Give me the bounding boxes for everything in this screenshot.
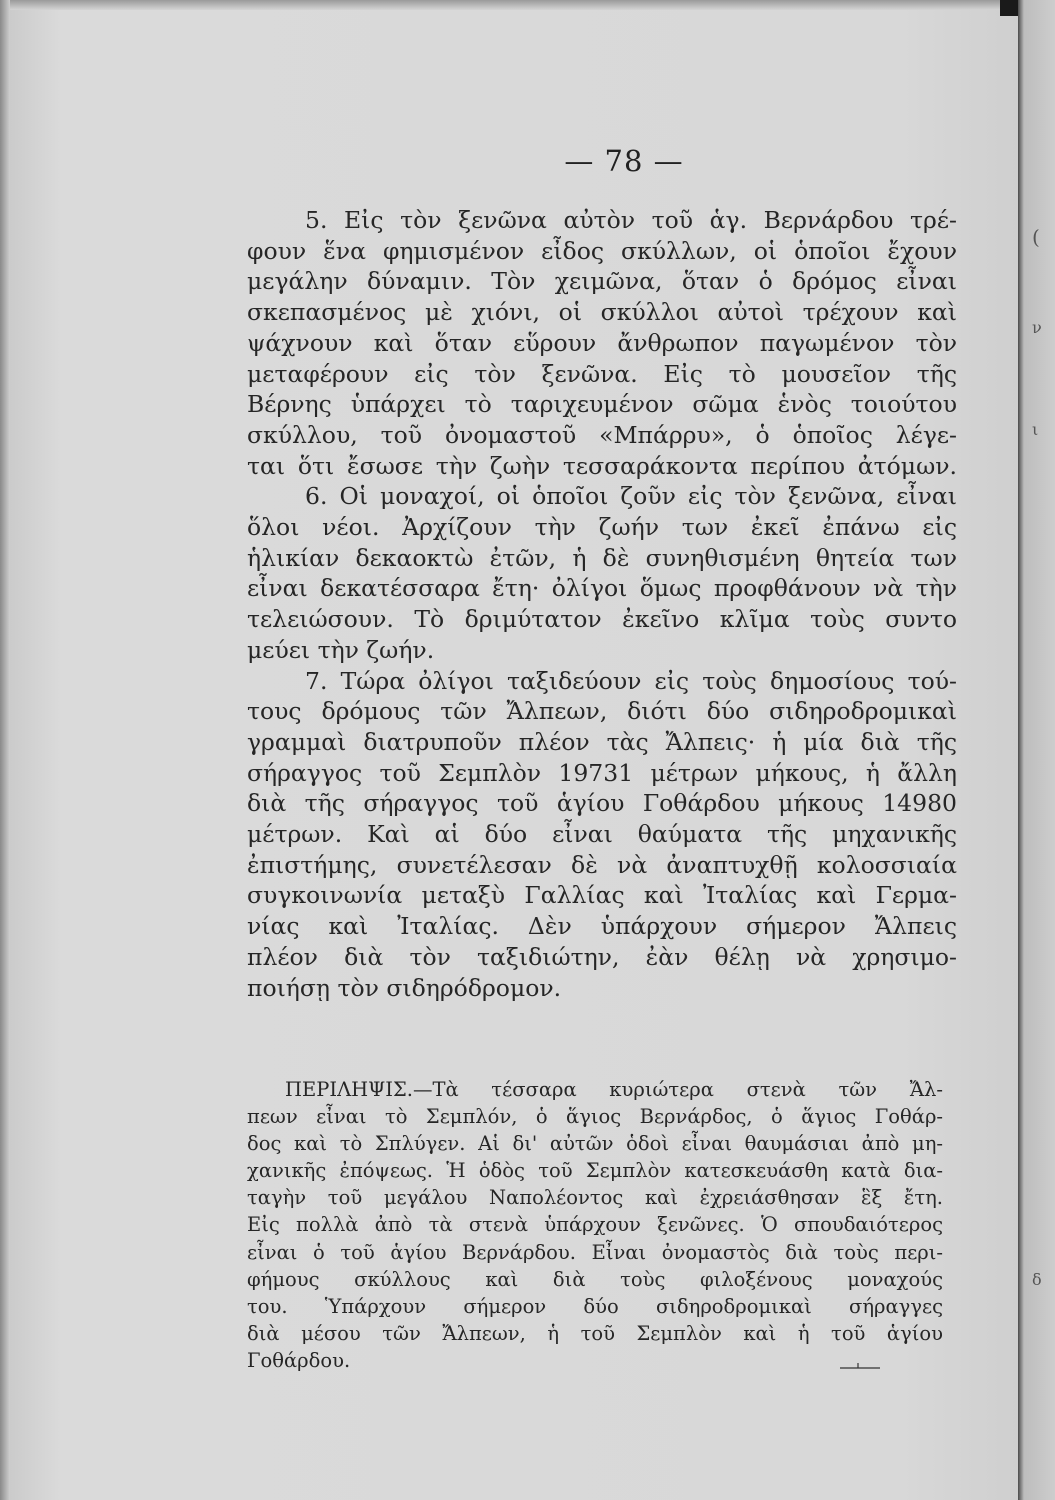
body-line: συγκοινωνία μεταξὺ Γαλλίας καὶ Ἰταλίας καὶ Γερμα- bbox=[247, 881, 957, 910]
body-line: σκύλλου, τοῦ ὀνομαστοῦ «Μπάρρυ», ὁ ὁποῖος λέγε- bbox=[247, 420, 957, 449]
bleed-glyph: ι bbox=[1032, 420, 1039, 439]
summary-line: του. Ὑπάρχουν σήμερον δύο σιδηροδρομικαὶ σήραγγες bbox=[247, 1294, 943, 1318]
body-line: Βέρνης ὑπάρχει τὸ ταριχευμένον σῶμα ἑνὸς τοιούτου bbox=[247, 390, 957, 419]
body-line: ται ὅτι ἔσωσε τὴν ζωὴν τεσσαράκοντα περίπου ἀτόμων. bbox=[247, 451, 957, 480]
summary-line: δος καὶ τὸ Σπλύγεν. Αἱ δι' αὐτῶν ὁδοὶ εἶναι θαυμάσιαι ἀπὸ μη- bbox=[247, 1132, 943, 1156]
body-line: μεταφέρουν εἰς τὸν ξενῶνα. Εἰς τὸ μουσεῖον τῆς bbox=[247, 359, 957, 388]
summary-line: ταγὴν τοῦ μεγάλου Ναπολέοντος καὶ ἐχρειάσθησαν ἓξ ἔτη. bbox=[247, 1186, 943, 1210]
summary-line: εἶναι ὁ τοῦ ἁγίου Βερνάρδου. Εἶναι ὀνομαστὸς διὰ τοὺς περι- bbox=[247, 1240, 943, 1264]
body-line: τους δρόμους τῶν Ἄλπεων, διότι δύο σιδηροδρομικαὶ bbox=[247, 697, 957, 726]
page-number: — 78 — bbox=[564, 144, 684, 178]
body-line: σήραγγος τοῦ Σεμπλὸν 19731 μέτρων μήκους, ἡ ἄλλη bbox=[247, 758, 957, 787]
body-line: νίας καὶ Ἰταλίας. Δὲν ὑπάρχουν σήμερον Ἄλπεις bbox=[247, 912, 957, 941]
body-line: 6. Οἱ μοναχοί, οἱ ὁποῖοι ζοῦν εἰς τὸν ξενῶνα, εἶναι bbox=[305, 482, 957, 511]
summary-line: διὰ μέσου τῶν Ἄλπεων, ἡ τοῦ Σεμπλὸν καὶ ἡ τοῦ ἁγίου bbox=[247, 1321, 943, 1345]
page-left-edge bbox=[0, 0, 10, 1500]
body-line: εἶναι δεκατέσσαρα ἔτη· ὀλίγοι ὅμως προφθάνουν νὰ τὴν bbox=[247, 574, 957, 603]
body-line: 5. Εἰς τὸν ξενῶνα αὐτὸν τοῦ ἁγ. Βερνάρδου τρέ- bbox=[305, 206, 957, 234]
body-line: ἡλικίαν δεκαοκτὼ ἐτῶν, ἡ δὲ συνηθισμένη θητεία των bbox=[247, 543, 957, 572]
summary-line: πεων εἶναι τὸ Σεμπλόν, ὁ ἅγιος Βερνάρδος, ὁ ἅγιος Γοθάρ- bbox=[247, 1105, 943, 1129]
body-line: μεύει τὴν ζωήν. bbox=[247, 635, 435, 664]
body-line: ψάχνουν καὶ ὅταν εὕρουν ἄνθρωπον παγωμένον τὸν bbox=[247, 328, 957, 357]
body-line: ἐπιστήμης, συνετέλεσαν δὲ νὰ ἀναπτυχθῇ κολοσσιαία bbox=[247, 850, 957, 879]
body-line: φουν ἕνα φημισμένον εἶδος σκύλλων, οἱ ὁποῖοι ἔχουν bbox=[247, 236, 957, 265]
summary-line: Γοθάρδου. bbox=[247, 1348, 351, 1372]
page-top-edge bbox=[0, 0, 1000, 10]
summary-block bbox=[247, 1076, 943, 1374]
body-text bbox=[247, 205, 957, 1003]
summary-line: φήμους σκύλλους καὶ διὰ τοὺς φιλοξένους μοναχούς bbox=[247, 1267, 943, 1291]
body-line: ὅλοι νέοι. Ἀρχίζουν τὴν ζωήν των ἐκεῖ ἐπάνω εἰς bbox=[247, 513, 957, 542]
summary-line: Εἰς πολλὰ ἀπὸ τὰ στενὰ ὑπάρχουν ξενῶνες. Ὁ σπουδαιότερος bbox=[247, 1213, 943, 1237]
adjacent-page-strip bbox=[1018, 0, 1055, 1500]
body-line: τελειώσουν. Τὸ δριμύτατον ἐκεῖνο κλῖμα τοὺς συντο bbox=[247, 605, 957, 634]
bleed-glyph: ( bbox=[1032, 225, 1040, 249]
summary-line: ΠΕΡΙΛΗΨΙΣ.—Τὰ τέσσαρα κυριώτερα στενὰ τῶν Ἄλ- bbox=[285, 1078, 943, 1101]
body-line: μέτρων. Καὶ αἱ δύο εἶναι θαύματα τῆς μηχανικῆς bbox=[247, 820, 957, 849]
summary-line: χανικῆς ἐπόψεως. Ἡ ὁδὸς τοῦ Σεμπλὸν κατεσκευάσθη κατὰ δια- bbox=[247, 1159, 943, 1183]
body-line: μεγάλην δύναμιν. Τὸν χειμῶνα, ὅταν ὁ δρόμος εἶναι bbox=[247, 267, 957, 296]
body-line: σκεπασμένος μὲ χιόνι, οἱ σκύλλοι αὐτοὶ τρέχουν καὶ bbox=[247, 298, 957, 327]
body-line: πλέον διὰ τὸν ταξιδιώτην, ἐὰν θέλῃ νὰ χρησιμο- bbox=[247, 942, 957, 971]
bleed-glyph: ν bbox=[1032, 318, 1042, 337]
bleed-glyph: δ bbox=[1032, 1270, 1042, 1289]
body-line: γραμμαὶ διατρυποῦν πλέον τὰς Ἄλπεις· ἡ μία διὰ τῆς bbox=[247, 727, 957, 756]
body-line: 7. Τώρα ὀλίγοι ταξιδεύουν εἰς τοὺς δημοσίους τού- bbox=[305, 666, 957, 695]
body-line: ποιήσῃ τὸν σιδηρόδρομον. bbox=[247, 973, 562, 1002]
end-ornament bbox=[838, 1361, 882, 1371]
body-line: διὰ τῆς σήραγγος τοῦ ἁγίου Γοθάρδου μήκους 14980 bbox=[247, 789, 957, 818]
